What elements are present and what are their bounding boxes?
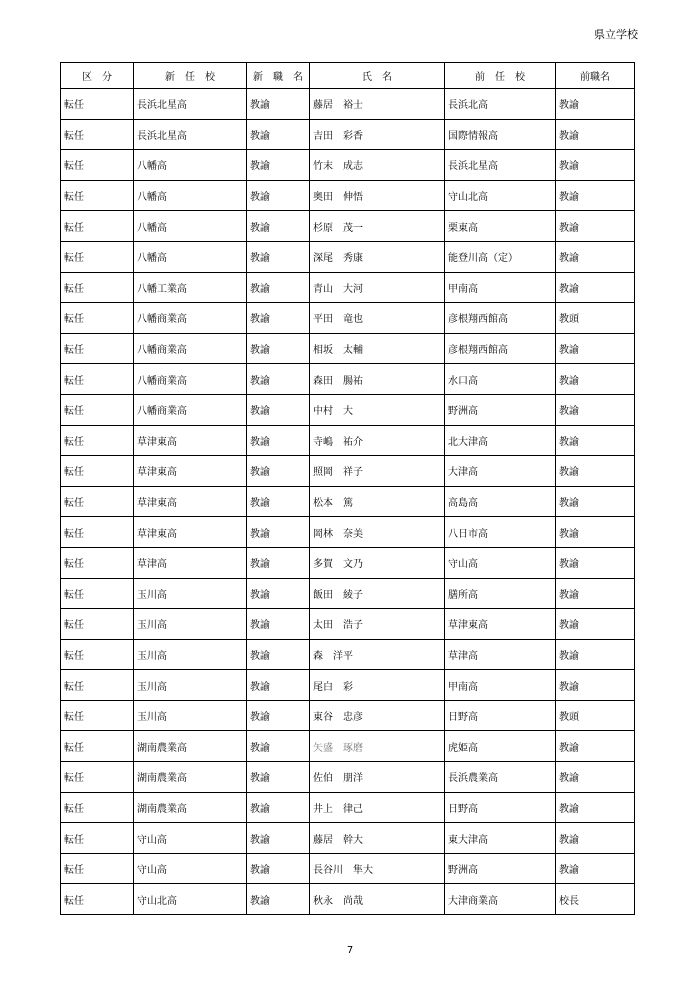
cell-category: 転任	[61, 670, 134, 701]
cell-previous-school: 長浜農業高	[445, 762, 556, 793]
cell-new-position: 教諭	[247, 456, 310, 487]
cell-new-school: 玉川高	[134, 578, 247, 609]
cell-name: 秋永 尚哉	[310, 884, 445, 915]
cell-category: 転任	[61, 303, 134, 334]
cell-previous-position: 教諭	[556, 853, 635, 884]
cell-name: 岡林 奈美	[310, 517, 445, 548]
cell-new-position: 教諭	[247, 517, 310, 548]
table-row	[61, 884, 635, 915]
cell-new-position: 教諭	[247, 639, 310, 670]
cell-name: 杉原 茂一	[310, 211, 445, 242]
cell-new-school: 玉川高	[134, 639, 247, 670]
cell-previous-position: 教諭	[556, 425, 635, 456]
cell-previous-position: 教諭	[556, 486, 635, 517]
cell-name: 多賀 文乃	[310, 547, 445, 578]
cell-previous-position: 教諭	[556, 150, 635, 181]
cell-new-school: 八幡高	[134, 180, 247, 211]
cell-name: 松本 篤	[310, 486, 445, 517]
cell-previous-school: 長浜北星高	[445, 150, 556, 181]
cell-previous-school: 大津高	[445, 456, 556, 487]
cell-new-position: 教諭	[247, 119, 310, 150]
cell-name: 太田 浩子	[310, 609, 445, 640]
cell-category: 転任	[61, 241, 134, 272]
cell-name: 森田 腸祐	[310, 364, 445, 395]
cell-previous-school: 守山北高	[445, 180, 556, 211]
column-header-previous-position: 前職名	[556, 63, 635, 89]
cell-previous-school: 水口高	[445, 364, 556, 395]
cell-new-school: 八幡高	[134, 150, 247, 181]
cell-new-position: 教諭	[247, 303, 310, 334]
cell-new-position: 教諭	[247, 792, 310, 823]
cell-previous-school: 大津商業高	[445, 884, 556, 915]
column-header-new-school: 新 任 校	[134, 63, 247, 89]
table-row	[61, 119, 635, 150]
cell-category: 転任	[61, 180, 134, 211]
cell-new-school: 守山高	[134, 853, 247, 884]
cell-previous-position: 教諭	[556, 547, 635, 578]
cell-previous-position: 教諭	[556, 180, 635, 211]
cell-name: 長谷川 隼大	[310, 853, 445, 884]
cell-category: 転任	[61, 486, 134, 517]
cell-new-school: 草津東高	[134, 425, 247, 456]
cell-name: 森 洋平	[310, 639, 445, 670]
cell-name: 奥田 伸悟	[310, 180, 445, 211]
table-row	[61, 792, 635, 823]
cell-new-school: 草津東高	[134, 486, 247, 517]
cell-new-school: 八幡高	[134, 241, 247, 272]
cell-previous-school: 高島高	[445, 486, 556, 517]
cell-previous-position: 教諭	[556, 609, 635, 640]
cell-name: 東谷 忠彦	[310, 700, 445, 731]
table-row	[61, 823, 635, 854]
table-row	[61, 731, 635, 762]
cell-new-school: 玉川高	[134, 609, 247, 640]
cell-previous-position: 教諭	[556, 211, 635, 242]
table-row	[61, 456, 635, 487]
cell-previous-school: 国際情報高	[445, 119, 556, 150]
cell-category: 転任	[61, 119, 134, 150]
cell-name: 佐伯 朋洋	[310, 762, 445, 793]
cell-new-school: 草津高	[134, 547, 247, 578]
cell-previous-position: 教諭	[556, 578, 635, 609]
cell-previous-school: 能登川高（定）	[445, 241, 556, 272]
table-body	[61, 89, 635, 915]
cell-new-school: 八幡商業高	[134, 364, 247, 395]
cell-new-position: 教諭	[247, 547, 310, 578]
cell-new-position: 教諭	[247, 823, 310, 854]
table-row	[61, 241, 635, 272]
cell-category: 転任	[61, 456, 134, 487]
cell-previous-school: 虎姫高	[445, 731, 556, 762]
cell-previous-position: 教諭	[556, 394, 635, 425]
cell-previous-position: 教諭	[556, 456, 635, 487]
cell-new-position: 教諭	[247, 762, 310, 793]
cell-new-school: 八幡工業高	[134, 272, 247, 303]
personnel-table	[60, 62, 635, 915]
cell-new-position: 教諭	[247, 364, 310, 395]
cell-category: 転任	[61, 700, 134, 731]
cell-category: 転任	[61, 150, 134, 181]
cell-category: 転任	[61, 211, 134, 242]
cell-new-position: 教諭	[247, 394, 310, 425]
cell-name: 平田 竜也	[310, 303, 445, 334]
cell-name: 藤居 裕士	[310, 89, 445, 120]
table-row	[61, 333, 635, 364]
cell-new-position: 教諭	[247, 486, 310, 517]
table-row	[61, 670, 635, 701]
table-row	[61, 609, 635, 640]
cell-previous-position: 教頭	[556, 700, 635, 731]
cell-new-position: 教諭	[247, 884, 310, 915]
cell-category: 転任	[61, 823, 134, 854]
cell-name: 中村 大	[310, 394, 445, 425]
corner-label: 県立学校	[594, 28, 638, 41]
cell-previous-school: 日野高	[445, 792, 556, 823]
table-row	[61, 639, 635, 670]
cell-new-position: 教諭	[247, 700, 310, 731]
table-row	[61, 547, 635, 578]
cell-name: 相坂 太輔	[310, 333, 445, 364]
cell-new-position: 教諭	[247, 670, 310, 701]
cell-new-school: 湖南農業高	[134, 762, 247, 793]
cell-category: 転任	[61, 578, 134, 609]
cell-previous-position: 教諭	[556, 272, 635, 303]
cell-new-school: 玉川高	[134, 670, 247, 701]
cell-name: 井上 律己	[310, 792, 445, 823]
cell-previous-position: 教諭	[556, 89, 635, 120]
table-row	[61, 89, 635, 120]
cell-previous-position: 教諭	[556, 517, 635, 548]
cell-name: 矢盛 琢磨	[310, 731, 445, 762]
cell-previous-school: 甲南高	[445, 272, 556, 303]
cell-new-position: 教諭	[247, 333, 310, 364]
cell-previous-school: 北大津高	[445, 425, 556, 456]
cell-previous-school: 日野高	[445, 700, 556, 731]
cell-category: 転任	[61, 364, 134, 395]
table-row	[61, 394, 635, 425]
cell-new-position: 教諭	[247, 272, 310, 303]
cell-previous-position: 教諭	[556, 792, 635, 823]
cell-category: 転任	[61, 762, 134, 793]
table-row	[61, 272, 635, 303]
cell-previous-position: 校長	[556, 884, 635, 915]
cell-new-school: 守山北高	[134, 884, 247, 915]
cell-category: 転任	[61, 547, 134, 578]
table-row	[61, 578, 635, 609]
cell-previous-position: 教諭	[556, 639, 635, 670]
cell-previous-school: 守山高	[445, 547, 556, 578]
cell-category: 転任	[61, 394, 134, 425]
cell-previous-school: 長浜北高	[445, 89, 556, 120]
cell-new-school: 八幡商業高	[134, 394, 247, 425]
cell-previous-position: 教諭	[556, 241, 635, 272]
cell-new-position: 教諭	[247, 211, 310, 242]
cell-category: 転任	[61, 884, 134, 915]
cell-new-school: 湖南農業高	[134, 731, 247, 762]
cell-name: 藤居 幹大	[310, 823, 445, 854]
cell-new-position: 教諭	[247, 89, 310, 120]
cell-category: 転任	[61, 731, 134, 762]
cell-name: 吉田 彩香	[310, 119, 445, 150]
cell-previous-position: 教頭	[556, 303, 635, 334]
cell-name: 寺嶋 祐介	[310, 425, 445, 456]
column-header-name: 氏 名	[310, 63, 445, 89]
cell-new-school: 八幡商業高	[134, 303, 247, 334]
cell-previous-position: 教諭	[556, 333, 635, 364]
cell-category: 転任	[61, 517, 134, 548]
table-header-row	[61, 63, 635, 89]
cell-name: 深尾 秀康	[310, 241, 445, 272]
cell-new-position: 教諭	[247, 853, 310, 884]
cell-category: 転任	[61, 853, 134, 884]
table-row	[61, 303, 635, 334]
cell-previous-position: 教諭	[556, 762, 635, 793]
cell-new-school: 玉川高	[134, 700, 247, 731]
cell-previous-school: 東大津高	[445, 823, 556, 854]
cell-name: 竹末 成志	[310, 150, 445, 181]
cell-previous-school: 草津高	[445, 639, 556, 670]
cell-new-position: 教諭	[247, 241, 310, 272]
cell-category: 転任	[61, 609, 134, 640]
table-row	[61, 150, 635, 181]
column-header-new-position: 新 職 名	[247, 63, 310, 89]
cell-previous-school: 野洲高	[445, 853, 556, 884]
cell-category: 転任	[61, 272, 134, 303]
cell-new-position: 教諭	[247, 578, 310, 609]
cell-previous-school: 草津東高	[445, 609, 556, 640]
cell-category: 転任	[61, 425, 134, 456]
cell-previous-position: 教諭	[556, 823, 635, 854]
cell-new-school: 湖南農業高	[134, 792, 247, 823]
cell-new-school: 長浜北星高	[134, 119, 247, 150]
table-row	[61, 211, 635, 242]
cell-previous-position: 教諭	[556, 364, 635, 395]
table-row	[61, 853, 635, 884]
table-row	[61, 364, 635, 395]
cell-category: 転任	[61, 639, 134, 670]
cell-previous-school: 野洲高	[445, 394, 556, 425]
table-row	[61, 425, 635, 456]
table-row	[61, 517, 635, 548]
cell-name: 青山 大河	[310, 272, 445, 303]
cell-new-position: 教諭	[247, 425, 310, 456]
table-row	[61, 700, 635, 731]
table-row	[61, 762, 635, 793]
cell-category: 転任	[61, 333, 134, 364]
column-header-previous-school: 前 任 校	[445, 63, 556, 89]
cell-previous-position: 教諭	[556, 731, 635, 762]
cell-previous-position: 教諭	[556, 670, 635, 701]
cell-name: 照岡 祥子	[310, 456, 445, 487]
table-row	[61, 180, 635, 211]
cell-previous-school: 甲南高	[445, 670, 556, 701]
page-number: 7	[346, 945, 354, 956]
cell-new-school: 八幡商業高	[134, 333, 247, 364]
table-row	[61, 486, 635, 517]
cell-previous-school: 彦根翔西館高	[445, 303, 556, 334]
cell-new-school: 草津東高	[134, 456, 247, 487]
cell-previous-position: 教諭	[556, 119, 635, 150]
cell-new-position: 教諭	[247, 180, 310, 211]
cell-name: 尾白 彩	[310, 670, 445, 701]
cell-category: 転任	[61, 89, 134, 120]
cell-name: 飯田 綾子	[310, 578, 445, 609]
cell-new-school: 守山高	[134, 823, 247, 854]
cell-new-position: 教諭	[247, 150, 310, 181]
cell-new-school: 草津東高	[134, 517, 247, 548]
cell-new-school: 八幡高	[134, 211, 247, 242]
cell-previous-school: 八日市高	[445, 517, 556, 548]
cell-previous-school: 栗東高	[445, 211, 556, 242]
cell-new-school: 長浜北星高	[134, 89, 247, 120]
cell-category: 転任	[61, 792, 134, 823]
cell-previous-school: 彦根翔西館高	[445, 333, 556, 364]
cell-new-position: 教諭	[247, 609, 310, 640]
cell-new-position: 教諭	[247, 731, 310, 762]
cell-previous-school: 膳所高	[445, 578, 556, 609]
column-header-category: 区 分	[61, 63, 134, 89]
